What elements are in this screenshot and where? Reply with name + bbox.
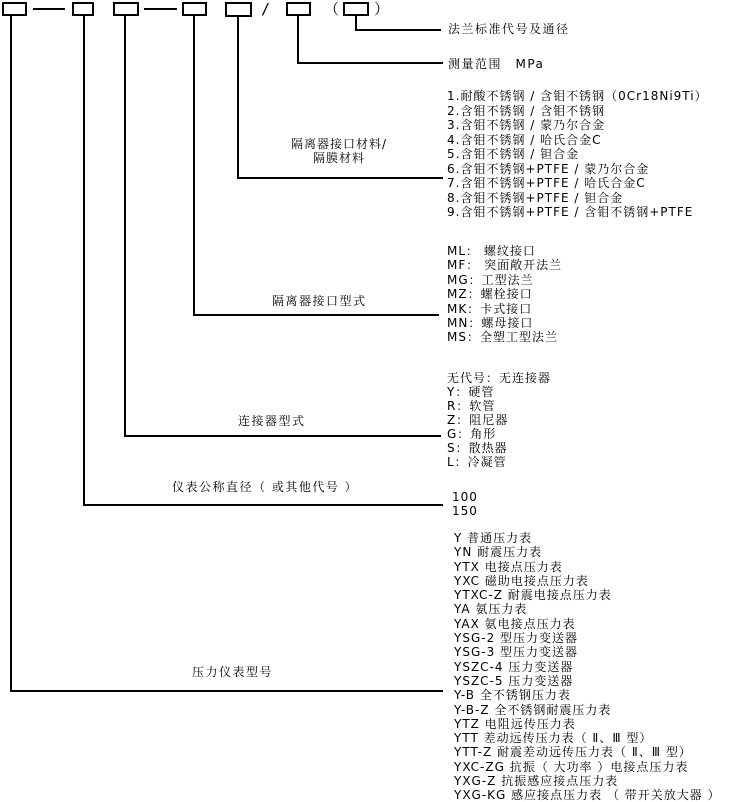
- list-item: 9.含钼不锈钢+PTFE / 含钼不锈钢+PTFE: [447, 205, 694, 219]
- list-item: L：冷凝管: [447, 455, 507, 469]
- code-box-5: [225, 2, 252, 17]
- materials-label: [283, 137, 395, 165]
- code-box-7: [343, 2, 369, 16]
- list-item: YAX 氨电接点压力表: [454, 616, 576, 631]
- slash-separator: /: [261, 0, 271, 18]
- list-item: Y-B-Z 全不锈钢耐震压力表: [454, 702, 612, 717]
- materials-label-line1: 隔离器接口材料/: [290, 137, 388, 151]
- model-label: 压力仪表型号: [192, 665, 274, 679]
- list-item: 5.含钼不锈钢 / 钽合金: [447, 147, 580, 161]
- list-item: 150: [452, 504, 478, 518]
- diameter-list: [452, 490, 478, 518]
- list-item: S：散热器: [447, 441, 508, 455]
- isolator-port-label: 隔离器接口型式: [272, 294, 367, 308]
- list-item: 8.含钼不锈钢+PTFE / 钽合金: [447, 190, 624, 205]
- list-item: YXG-KG 感应接点压力表 （ 带开关放大器 ）: [454, 788, 721, 802]
- list-item: YXG-Z 抗振感应接点压力表: [454, 774, 619, 789]
- list-item: G：角形: [447, 427, 497, 441]
- list-item: YN 耐震压力表: [454, 545, 543, 560]
- list-item: YSZC-5 压力变送器: [454, 673, 574, 688]
- list-item: 1.耐酸不锈钢 / 含钼不锈钢（0Cr18Ni9Ti）: [447, 89, 708, 103]
- model-list: [454, 531, 721, 802]
- diameter-label: 仪表公称直径（ 或其他代号 ）: [172, 480, 359, 494]
- dash-separator-2: [144, 8, 177, 10]
- list-item: YA 氨压力表: [454, 602, 528, 617]
- measuring-range-label: 测量范围 MPa: [448, 57, 545, 71]
- list-item: 100: [452, 490, 478, 504]
- connector-list: [447, 371, 551, 469]
- code-box-4: [182, 2, 207, 16]
- list-item: YXC 磁助电接点压力表: [454, 573, 589, 588]
- list-item: MS：全塑工型法兰: [447, 330, 558, 345]
- list-item: YTT-Z 耐震差动远传压力表（ Ⅱ、Ⅲ 型）: [454, 745, 692, 760]
- callout-line-diameter-v: [83, 16, 85, 506]
- open-paren: （: [324, 0, 340, 18]
- list-item: MN：螺母接口: [447, 315, 534, 330]
- list-item: YTXC-Z 耐震电接点压力表: [454, 588, 612, 603]
- callout-line-diameter-h: [83, 504, 443, 506]
- callout-line-model-v: [10, 16, 12, 692]
- list-item: R：软管: [447, 399, 496, 413]
- callout-line-connector-v: [124, 16, 126, 437]
- list-item: MG：工型法兰: [447, 272, 534, 287]
- flange-standard-label: 法兰标准代号及通径: [448, 22, 570, 36]
- list-item: 3.含钼不锈钢 / 蒙乃尔合金: [447, 118, 606, 132]
- list-item: 2.含钼不锈钢 / 含钼不锈钢: [447, 103, 606, 118]
- list-item: MF： 突面敞开法兰: [447, 258, 563, 273]
- list-item: Y：硬管: [447, 385, 495, 399]
- callout-line-range-h: [297, 62, 443, 64]
- code-box-3: [113, 2, 139, 16]
- list-item: YXC-ZG 抗振（ 大功率 ）电接点压力表: [454, 759, 689, 774]
- materials-list: [447, 89, 708, 220]
- list-item: YTX 电接点压力表: [454, 559, 563, 574]
- list-item: 4.含钼不锈钢 / 哈氏合金C: [447, 132, 602, 147]
- list-item: 6.含钼不锈钢+PTFE / 蒙乃尔合金: [447, 161, 650, 176]
- connector-label: 连接器型式: [238, 414, 306, 428]
- list-item: Y 普通压力表: [454, 531, 533, 545]
- list-item: YSG-3 型压力变送器: [454, 645, 579, 660]
- callout-line-isolator-port-h: [193, 314, 439, 316]
- isolator-port-list: [447, 244, 562, 345]
- callout-line-model-h: [10, 690, 443, 692]
- code-box-1: [2, 2, 27, 16]
- list-item: YTZ 电阻远传压力表: [454, 716, 576, 731]
- close-paren: ）: [374, 0, 390, 18]
- callout-line-materials-v: [237, 17, 239, 179]
- code-box-6: [286, 2, 311, 16]
- dash-separator-1: [33, 8, 65, 10]
- list-item: YTT 差动远传压力表（ Ⅱ、Ⅲ 型）: [454, 731, 653, 746]
- list-item: 7.含钼不锈钢+PTFE / 哈氏合金C: [447, 176, 646, 190]
- callout-line-flange-h: [355, 29, 441, 31]
- list-item: YSG-2 型压力变送器: [454, 631, 579, 646]
- list-item: ML： 螺纹接口: [447, 244, 536, 258]
- list-item: Y-B 全不锈钢压力表: [454, 688, 571, 703]
- materials-label-line2: 隔膜材料: [312, 151, 365, 165]
- code-box-2: [72, 2, 94, 16]
- callout-line-materials-h: [237, 177, 443, 179]
- list-item: 无代号：无连接器: [447, 371, 552, 385]
- callout-line-connector-h: [124, 435, 441, 437]
- list-item: YSZC-4 压力变送器: [454, 659, 574, 674]
- list-item: Z：阻尼器: [447, 413, 509, 427]
- list-item: MK：卡式接口: [447, 301, 533, 316]
- callout-line-isolator-port-v: [193, 16, 195, 316]
- list-item: MZ：螺栓接口: [447, 287, 533, 302]
- callout-line-range-v: [297, 16, 299, 64]
